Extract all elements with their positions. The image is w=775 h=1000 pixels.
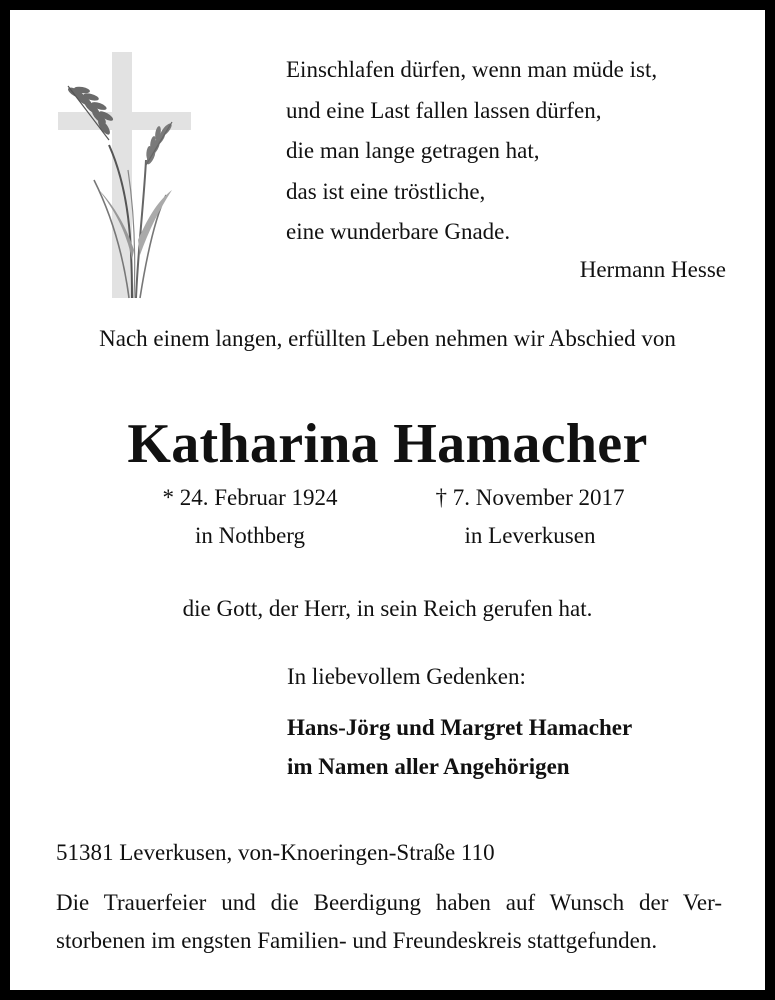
cross-with-wheat-icon <box>54 50 194 300</box>
intro-text: Nach einem langen, erfüllten Leben nehmen wir Abschied von <box>99 326 676 351</box>
poem-line: eine wunderbare Gnade. <box>286 219 511 244</box>
birth-place: in Nothberg <box>194 523 306 548</box>
mourners <box>287 708 632 786</box>
poem-line: und eine Last fallen lassen dürfen, <box>286 97 602 123</box>
obituary-notice <box>10 10 765 990</box>
funeral-notice-line: storbenen im engsten Familien- und Freundeskreis stattgefunden. <box>56 928 658 953</box>
birth-info <box>120 479 380 555</box>
called-home-text: die Gott, der Herr, in sein Reich gerufen hat. <box>182 596 593 621</box>
deceased-name: Katharina Hamacher <box>127 413 648 475</box>
poem-line: Einschlafen dürfen, wenn man müde ist, <box>286 57 658 82</box>
mourner-line: Hans-Jörg und Margret Hamacher <box>287 715 633 740</box>
poem <box>286 50 726 285</box>
poem-author: Hermann Hesse <box>579 256 726 282</box>
mourner-line: im Namen aller Angehörigen <box>287 754 570 779</box>
poem-line: die man lange getragen hat, <box>286 138 540 163</box>
death-date: † 7. November 2017 <box>435 485 625 510</box>
poem-line: das ist eine tröstliche, <box>286 178 486 204</box>
address: 51381 Leverkusen, von-Knoeringen-Straße 110 <box>56 840 495 865</box>
birth-date: * 24. Februar 1924 <box>162 485 338 510</box>
death-place: in Leverkusen <box>464 523 596 548</box>
funeral-notice-line: Die Trauerfeier und die Beerdigung haben auf Wunsch der Ver- <box>56 890 722 915</box>
funeral-notice <box>56 884 722 960</box>
death-info <box>400 479 660 555</box>
memory-line: In liebevollem Gedenken: <box>287 664 526 689</box>
